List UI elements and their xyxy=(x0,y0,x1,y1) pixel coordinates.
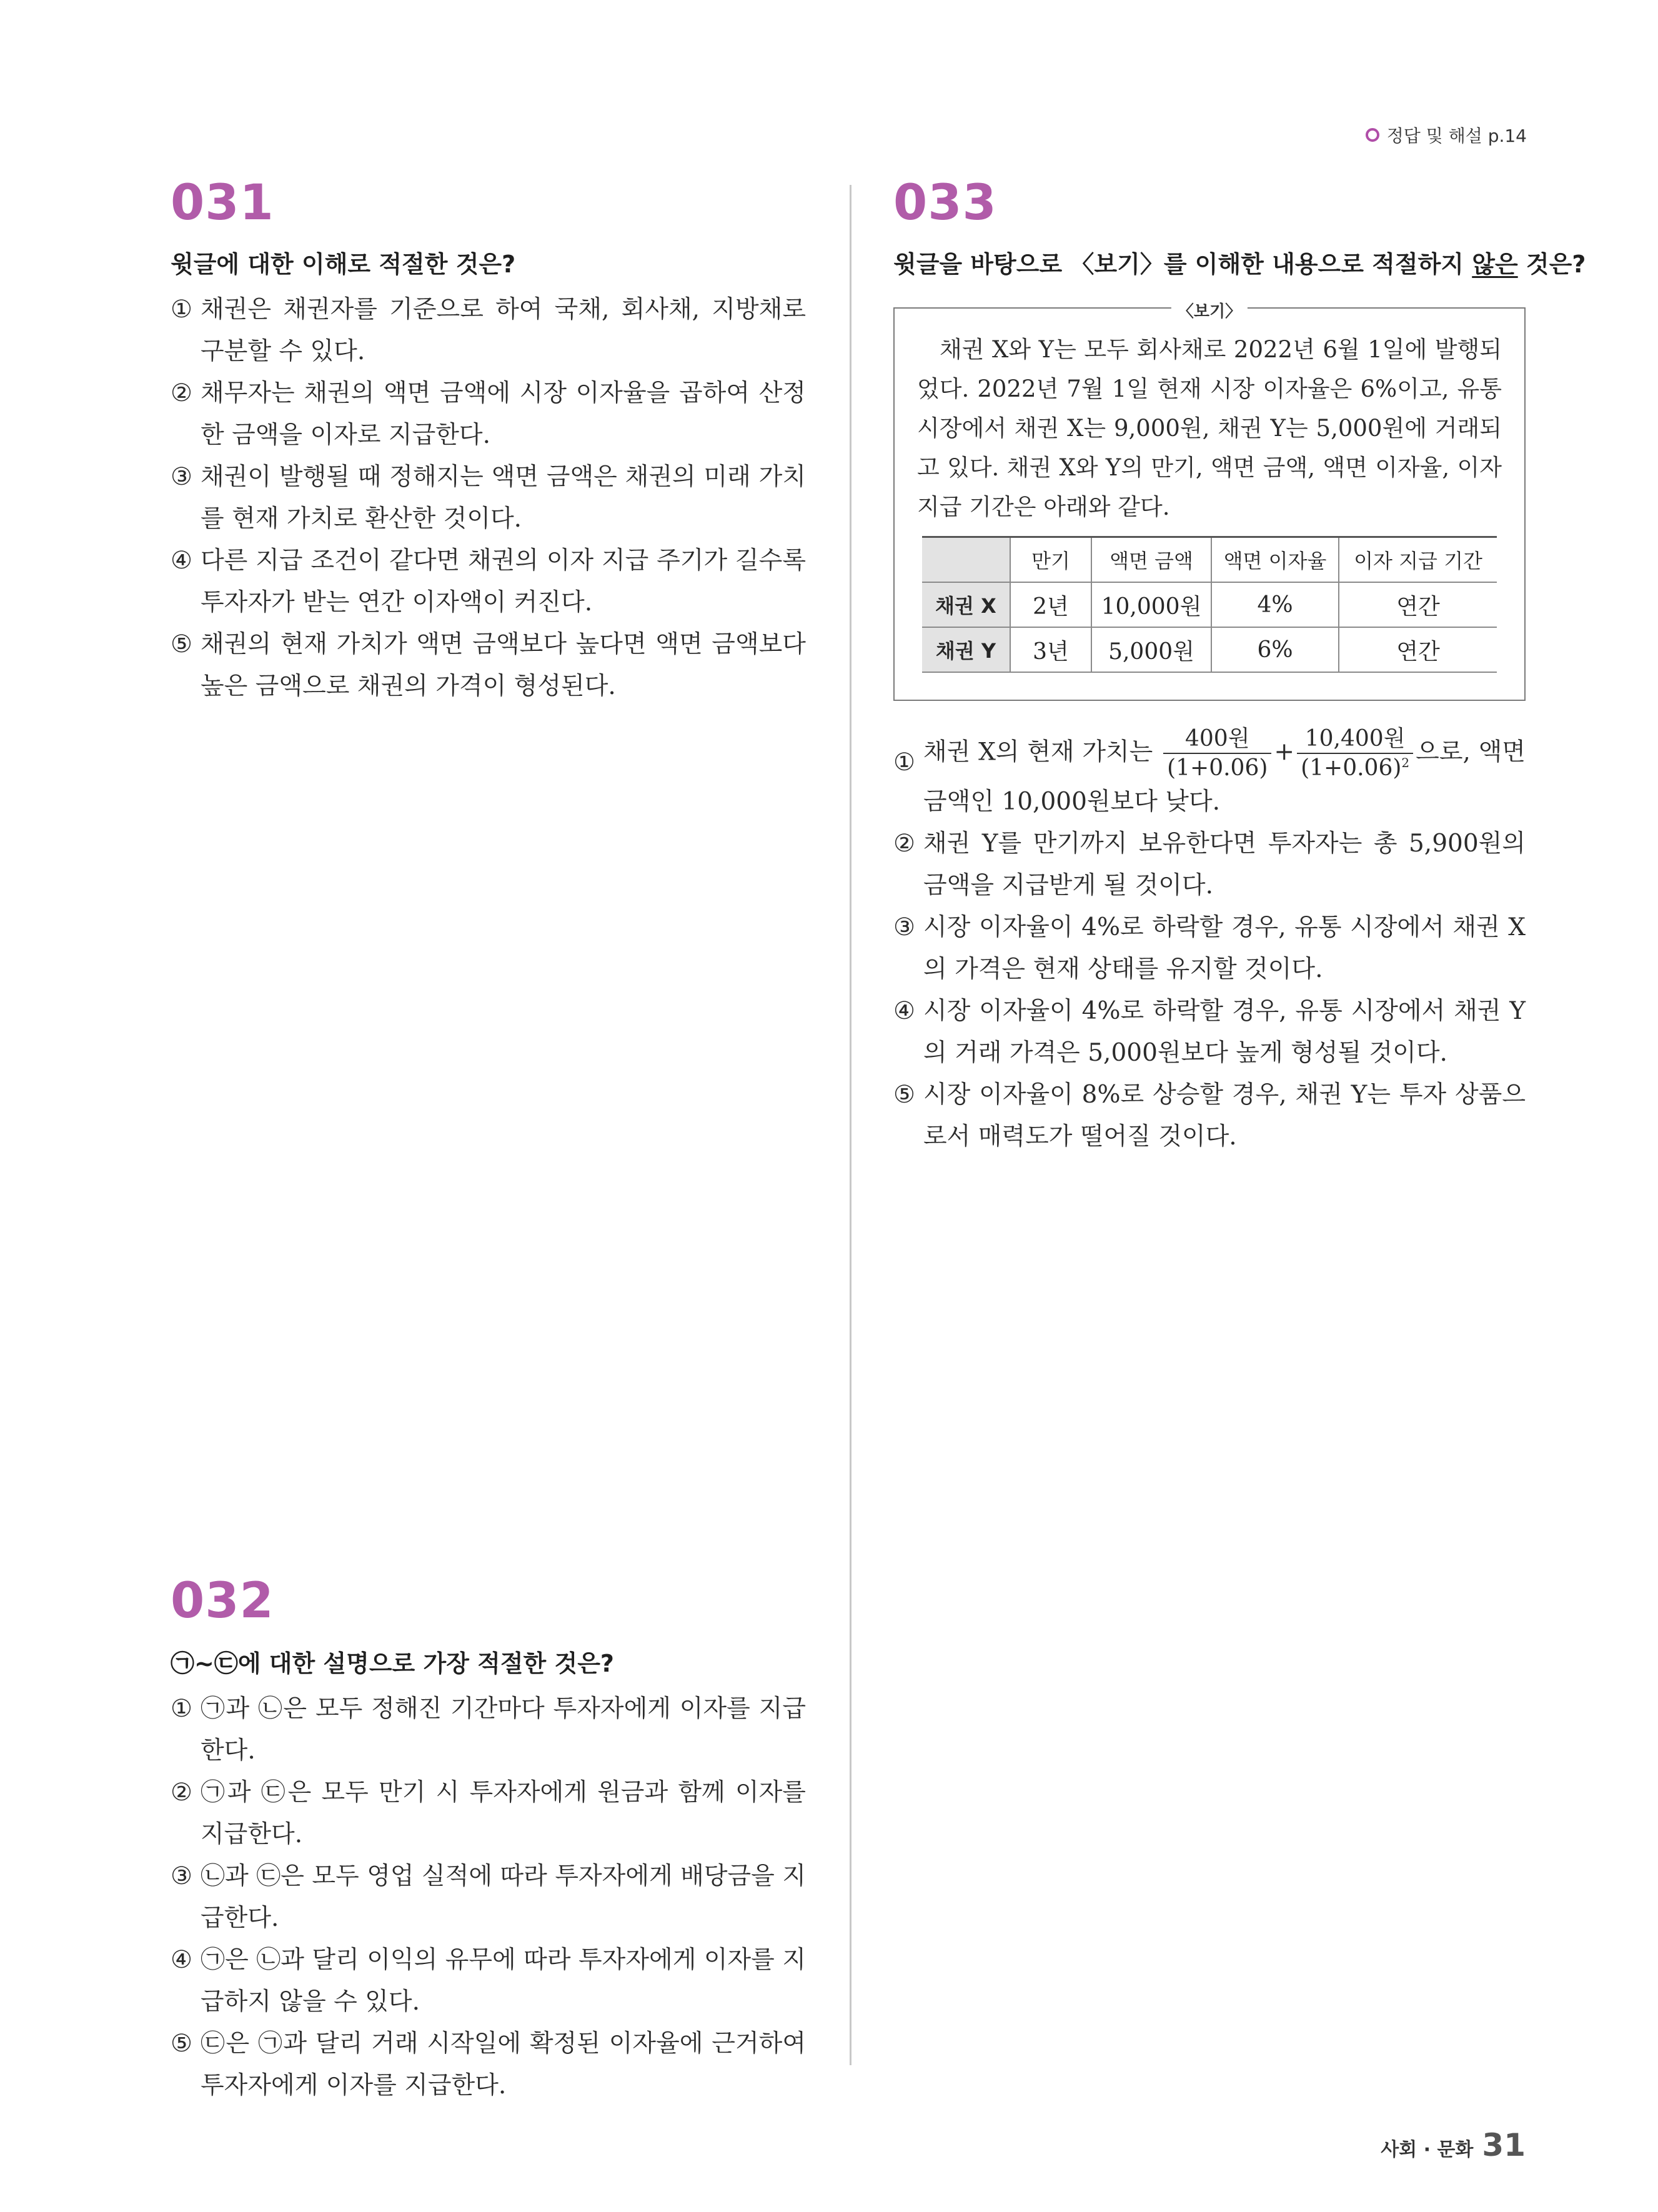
subject-label: 사회 · 문화 xyxy=(1381,2139,1474,2161)
choice-mark: ③ xyxy=(893,913,915,941)
bond-table xyxy=(922,536,1497,673)
choice-item[interactable] xyxy=(893,906,1526,990)
choice-item[interactable] xyxy=(171,456,806,540)
page-footer xyxy=(1381,2127,1526,2163)
table-row xyxy=(922,582,1497,627)
choice-list xyxy=(171,1688,806,2106)
choice-text: 시장 이자율이 8%로 상승할 경우, 채권 Y는 투자 상품으로서 매력도가 떨어질 것이다. xyxy=(923,1080,1526,1151)
choice-text: 채무자는 채권의 액면 금액에 시장 이자율을 곱하여 산정한 금액을 이자로 지급한다. xyxy=(201,379,806,449)
question-title xyxy=(893,245,1586,279)
table-cell: 연간 xyxy=(1339,582,1497,627)
choice-text: 채권 X의 현재 가치는 xyxy=(923,738,1153,766)
choice-item[interactable] xyxy=(171,623,806,707)
choice-list xyxy=(171,289,806,707)
bogi-box xyxy=(893,302,1526,701)
title-underlined-text: 않은 xyxy=(1472,250,1518,278)
fraction-numerator: 400원 xyxy=(1163,726,1271,754)
choice-mark: ② xyxy=(893,829,915,858)
choice-item[interactable] xyxy=(893,1074,1526,1158)
choice-text: 채권이 발행될 때 정해지는 액면 금액은 채권의 미래 가치를 현재 가치로 환산한 것이다. xyxy=(201,463,806,533)
choice-text: ㉢은 ㉠과 달리 거래 시작일에 확정된 이자율에 근거하여 투자자에게 이자를 지급한다. xyxy=(201,2030,806,2100)
fraction-denominator xyxy=(1297,754,1413,781)
choice-mark: ③ xyxy=(171,1862,192,1890)
choice-text: 시장 이자율이 4%로 하락할 경우, 유통 시장에서 채권 X의 가격은 현재 상태를 유지할 것이다. xyxy=(923,913,1526,983)
choice-text: ㉡과 ㉢은 모두 영업 실적에 따라 투자자에게 배당금을 지급한다. xyxy=(201,1862,806,1932)
table-cell: 2년 xyxy=(1010,582,1091,627)
plus-sign: + xyxy=(1274,738,1295,766)
fraction-denominator: (1+0.06) xyxy=(1167,755,1268,781)
table-cell: 3년 xyxy=(1010,627,1091,672)
table-cell: 4% xyxy=(1211,582,1339,627)
circle-icon xyxy=(1366,128,1379,142)
choice-text: 시장 이자율이 4%로 하락할 경우, 유통 시장에서 채권 Y의 거래 가격은 5,000원보다 높게 형성될 것이다. xyxy=(923,996,1526,1067)
choice-mark: ④ xyxy=(893,996,915,1025)
answer-reference-text: 정답 및 해설 p.14 xyxy=(1386,126,1527,146)
choice-item[interactable] xyxy=(171,1688,806,1772)
fraction xyxy=(1297,726,1413,781)
column-divider xyxy=(850,185,851,2065)
table-header-cell: 액면 이자율 xyxy=(1211,537,1339,583)
table-row-head: 채권 X xyxy=(922,582,1010,627)
title-text: 것은? xyxy=(1517,250,1586,278)
choice-item[interactable] xyxy=(171,1772,806,1855)
choice-item[interactable] xyxy=(171,2023,806,2106)
fraction xyxy=(1163,726,1271,781)
fraction-numerator: 10,400원 xyxy=(1297,726,1413,754)
choice-list xyxy=(893,726,1526,1158)
choice-text: ㉠과 ㉢은 모두 만기 시 투자자에게 원금과 함께 이자를 지급한다. xyxy=(201,1778,806,1848)
exponent: 2 xyxy=(1401,755,1410,771)
bogi-label: 〈보기〉 xyxy=(1171,299,1248,322)
question-title: ㉠~㉢에 대한 설명으로 가장 적절한 것은? xyxy=(171,1650,614,1677)
choice-mark: ① xyxy=(171,1695,192,1723)
choice-item[interactable] xyxy=(893,823,1526,906)
choice-item[interactable] xyxy=(171,1855,806,1939)
choice-mark: ② xyxy=(171,1778,192,1807)
choice-item[interactable] xyxy=(893,726,1526,823)
choice-mark: ④ xyxy=(171,1946,192,1974)
choice-text: 채권의 현재 가치가 액면 금액보다 높다면 액면 금액보다 높은 금액으로 채권의 가격이 형성된다. xyxy=(201,630,806,700)
table-header-cell: 액면 금액 xyxy=(1091,537,1211,583)
fraction-denominator-base: (1+0.06) xyxy=(1301,755,1402,781)
choice-item[interactable] xyxy=(171,1939,806,2023)
choice-item[interactable] xyxy=(171,289,806,372)
table-cell: 연간 xyxy=(1339,627,1497,672)
table-cell: 5,000원 xyxy=(1091,627,1211,672)
choice-text: 으로, 액면 금액인 10,000원보다 낮다. xyxy=(923,738,1526,816)
question-number: 033 xyxy=(893,175,997,231)
choice-mark: ② xyxy=(171,379,192,407)
table-header-cell: 만기 xyxy=(1010,537,1091,583)
bogi-text: 채권 X와 Y는 모두 회사채로 2022년 6월 1일에 발행되었다. 2022년 7월 1일 현재 시장 이자율은 6%이고, 유통 시장에서 채권 X는 9,000원, 채권 Y는 5,000원에 거래되고 있다. 채권 X와 Y의 만기, 액면 금액, 액면 이자율, 이자 지급 기간은 아래와 같다. xyxy=(917,336,1502,520)
question-number: 031 xyxy=(171,175,274,231)
question-title: 윗글에 대한 이해로 적절한 것은? xyxy=(171,250,516,278)
table-header-cell: 이자 지급 기간 xyxy=(1339,537,1497,583)
table-cell: 6% xyxy=(1211,627,1339,672)
table-header-cell xyxy=(922,537,1010,583)
page-number: 31 xyxy=(1482,2127,1526,2163)
choice-text: 채권 Y를 만기까지 보유한다면 투자자는 총 5,900원의 금액을 지급받게 될 것이다. xyxy=(923,829,1526,900)
table-header-row xyxy=(922,537,1497,583)
table-cell: 10,000원 xyxy=(1091,582,1211,627)
question-number: 032 xyxy=(171,1573,274,1629)
choice-item[interactable] xyxy=(893,990,1526,1074)
choice-mark: ⑤ xyxy=(171,2030,192,2058)
choice-text: 채권은 채권자를 기준으로 하여 국채, 회사채, 지방채로 구분할 수 있다. xyxy=(201,295,806,365)
table-row-head: 채권 Y xyxy=(922,627,1010,672)
title-text: 윗글을 바탕으로 〈보기〉를 이해한 내용으로 적절하지 xyxy=(893,250,1472,278)
table-row xyxy=(922,627,1497,672)
choice-text: ㉠과 ㉡은 모두 정해진 기간마다 투자자에게 이자를 지급한다. xyxy=(201,1695,806,1765)
choice-mark: ⑤ xyxy=(893,1080,915,1109)
choice-item[interactable] xyxy=(171,540,806,623)
choice-mark: ⑤ xyxy=(171,630,192,658)
choice-mark: ③ xyxy=(171,463,192,491)
choice-text: 다른 지급 조건이 같다면 채권의 이자 지급 주기가 길수록 투자자가 받는 연간 이자액이 커진다. xyxy=(201,547,806,617)
choice-text: ㉠은 ㉡과 달리 이익의 유무에 따라 투자자에게 이자를 지급하지 않을 수 있다. xyxy=(201,1946,806,2016)
choice-item[interactable] xyxy=(171,372,806,456)
answer-reference xyxy=(1366,122,1527,147)
choice-mark: ① xyxy=(893,748,915,776)
choice-mark: ④ xyxy=(171,547,192,575)
choice-mark: ① xyxy=(171,295,192,324)
